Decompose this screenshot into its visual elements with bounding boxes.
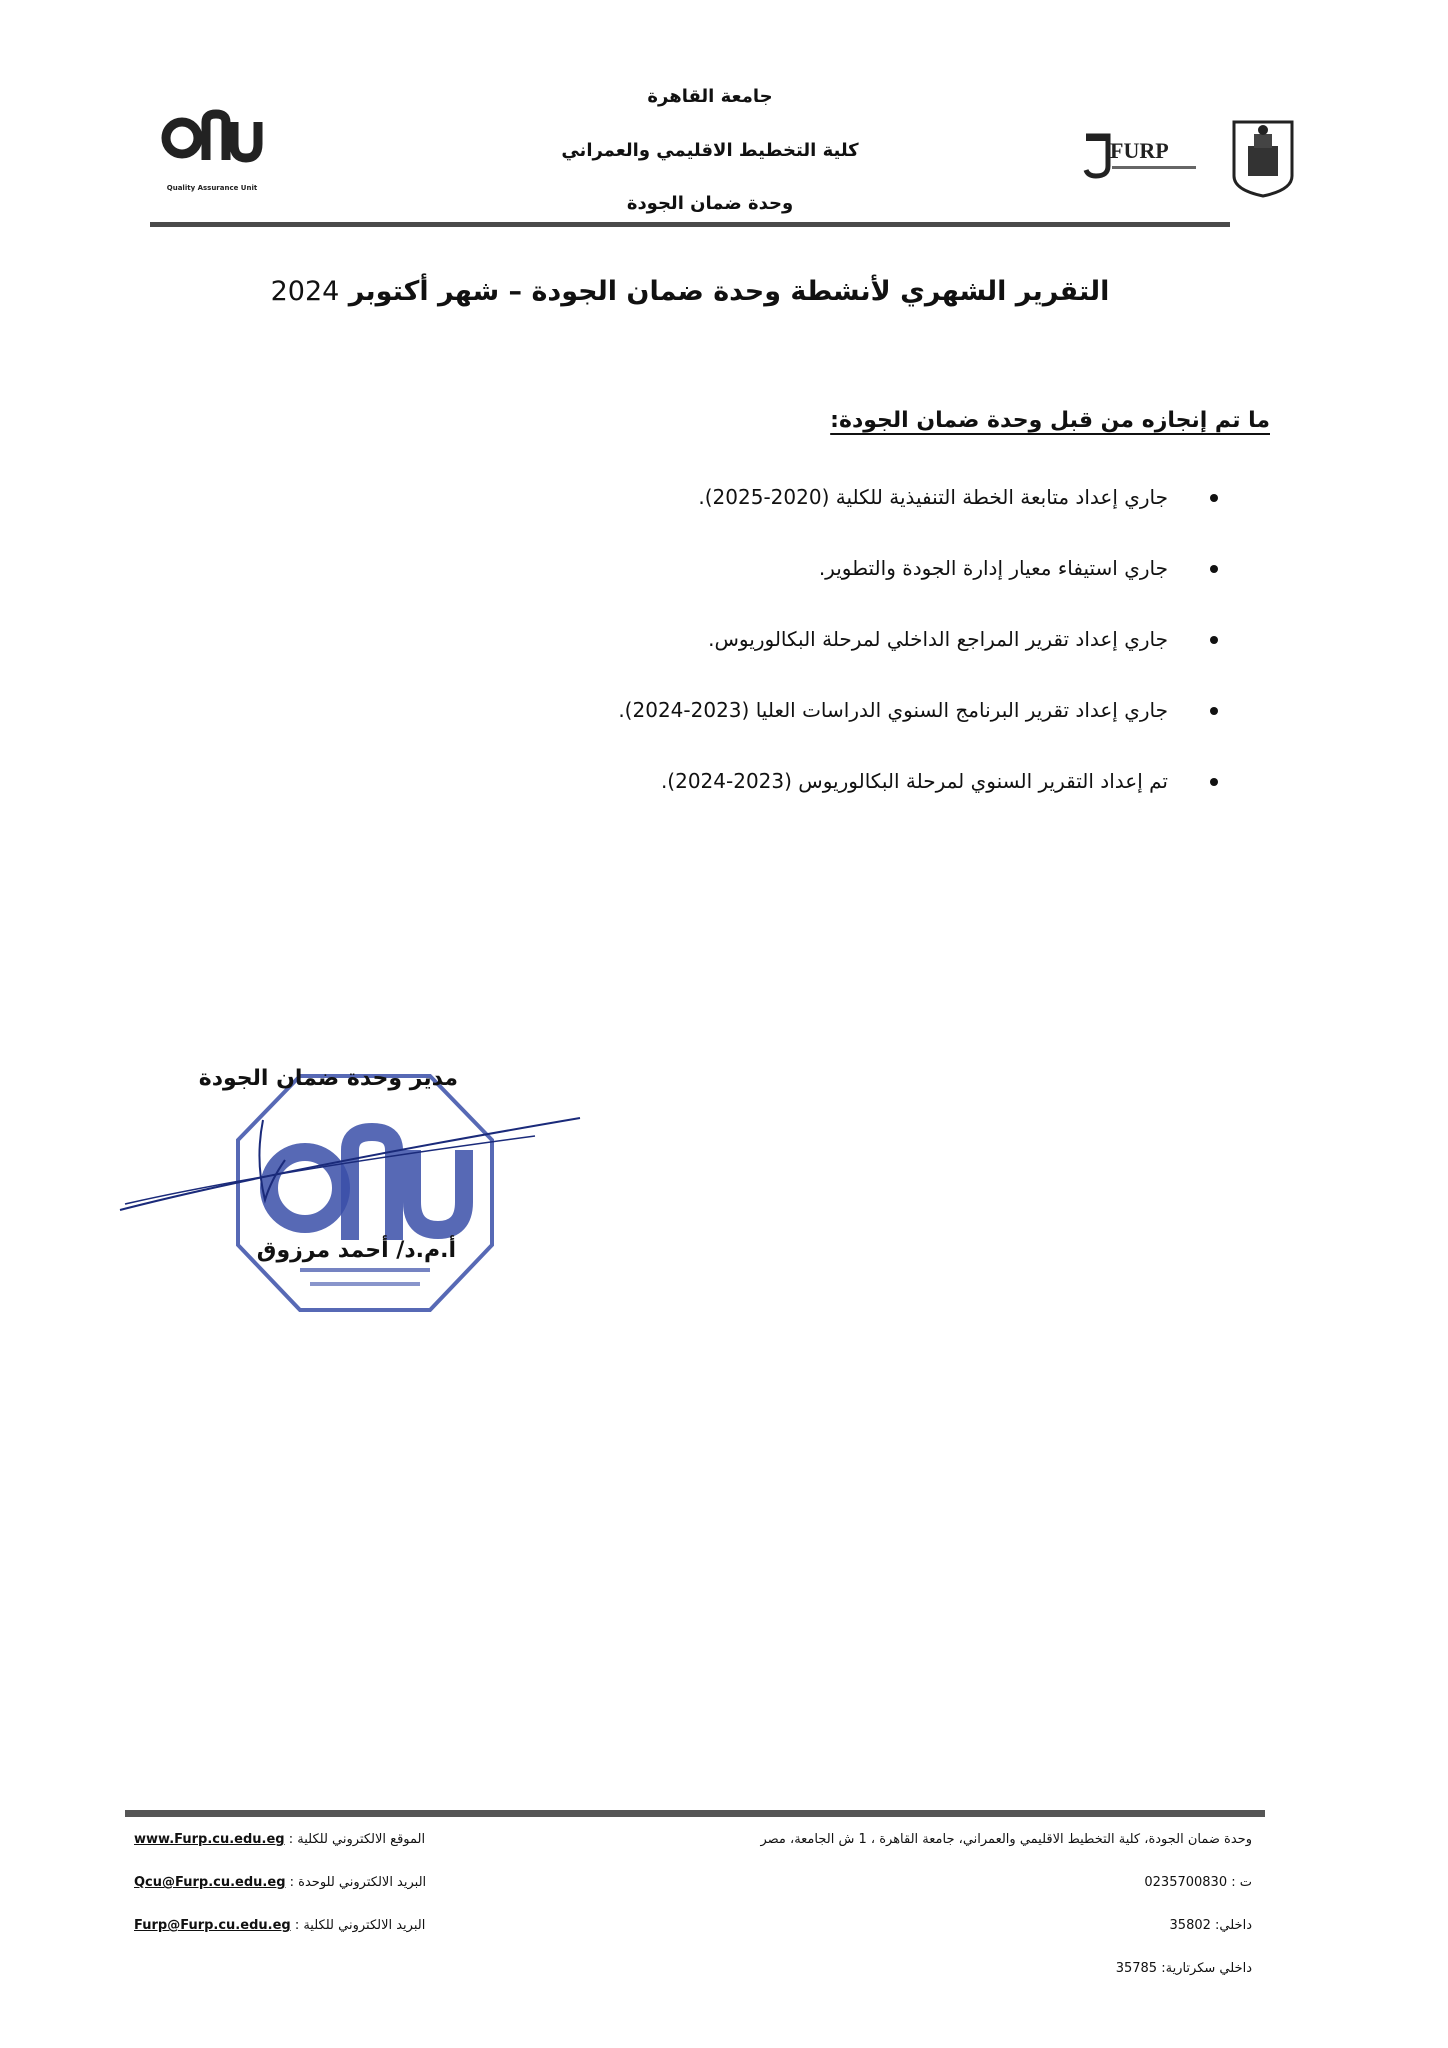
list-item: جاري استيفاء معيار إدارة الجودة والتطوير. [318, 541, 1218, 595]
footer-website: www.Furp.cu.edu.eg الموقع الالكتروني للكلية : [134, 1832, 426, 1847]
list-item: جاري إعداد متابعة الخطة التنفيذية للكلية (2020-2025). [318, 470, 1218, 524]
bullet-icon [1210, 494, 1218, 502]
report-title-text: التقرير الشهري لأنشطة وحدة ضمان الجودة – شهر أكتوبر [348, 276, 1110, 307]
furp-logo-text: FURP [1110, 138, 1169, 163]
header-unit: وحدة ضمان الجودة [626, 193, 794, 214]
footer-extension: داخلي: 35802 [1169, 1918, 1252, 1933]
header-university: جامعة القاهرة [647, 86, 773, 107]
footer-phone: ت : 0235700830 [1144, 1875, 1252, 1890]
header-faculty: كلية التخطيط الاقليمي والعمراني [561, 140, 859, 161]
quality-assurance-unit-logo [158, 108, 266, 208]
footer-unit-email: Qcu@Furp.cu.edu.eg البريد الالكتروني للوحدة : [134, 1875, 427, 1890]
report-title-year: 2024 [270, 276, 340, 307]
list-item: تم إعداد التقرير السنوي لمرحلة البكالوريوس (2023-2024). [318, 754, 1218, 808]
bullet-icon [1210, 707, 1218, 715]
cairo-university-logo [1228, 118, 1298, 198]
section-heading: ما تم إنجازه من قبل وحدة ضمان الجودة: [830, 408, 1270, 433]
list-item: جاري إعداد تقرير البرنامج السنوي الدراسات العليا (2023-2024). [318, 683, 1218, 737]
website-link[interactable]: www.Furp.cu.edu.eg [134, 1832, 285, 1847]
unit-email-link[interactable]: Qcu@Furp.cu.edu.eg [134, 1875, 286, 1890]
footer-secretary-extension: داخلي سكرتارية: 35785 [1115, 1961, 1252, 1976]
bullet-icon [1210, 636, 1218, 644]
header-divider [150, 222, 1230, 227]
qau-logo-text: Quality Assurance Unit [166, 184, 258, 192]
report-title [260, 276, 1120, 307]
bullet-icon [1210, 778, 1218, 786]
signature-name: أ.م.د/ أحمد مرزوق [256, 1238, 456, 1263]
signature-scribble [115, 1100, 585, 1220]
achievements-list [318, 470, 1218, 825]
list-item: جاري إعداد تقرير المراجع الداخلي لمرحلة البكالوريوس. [318, 612, 1218, 666]
bullet-icon [1210, 565, 1218, 573]
furp-logo [1082, 128, 1202, 184]
footer-address: وحدة ضمان الجودة، كلية التخطيط الاقليمي والعمراني، جامعة القاهرة ، 1 ش الجامعة، مصر [760, 1832, 1252, 1847]
footer-divider [125, 1810, 1265, 1817]
signature-title: مدير وحدة ضمان الجودة [198, 1066, 458, 1091]
faculty-email-link[interactable]: Furp@Furp.cu.edu.eg [134, 1918, 291, 1933]
footer-faculty-email: Furp@Furp.cu.edu.eg البريد الالكتروني للكلية : [134, 1918, 426, 1933]
